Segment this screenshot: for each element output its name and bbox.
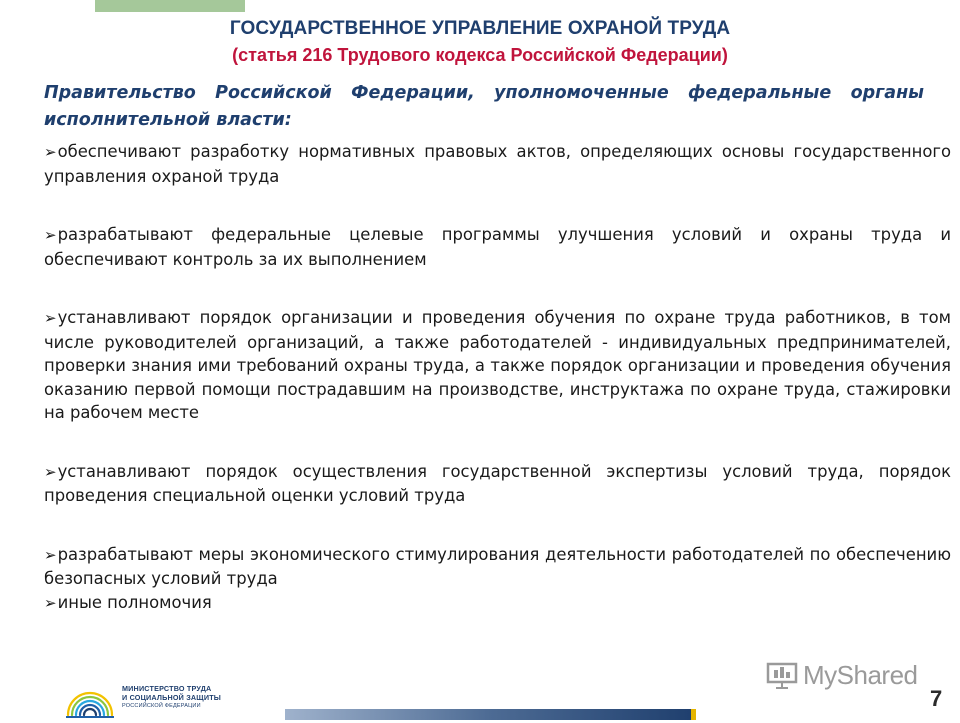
ministry-logo — [62, 683, 282, 720]
list-item — [44, 591, 951, 616]
arrow-bullet-icon: ➢ — [44, 226, 57, 244]
list-item-text: обеспечивают разработку нормативных правовых актов, определяющих основы государственного управления охраной труда — [44, 142, 951, 186]
ministry-name — [122, 685, 221, 711]
ministry-name-line-2: И СОЦИАЛЬНОЙ ЗАЩИТЫ — [122, 692, 222, 702]
watermark — [765, 656, 925, 696]
arrow-bullet-icon: ➢ — [44, 143, 57, 161]
ministry-name-line-3: РОССИЙСКОЙ ФЕДЕРАЦИИ — [122, 703, 201, 709]
arrow-bullet-icon: ➢ — [44, 545, 57, 564]
list-item-text: разрабатывают меры экономического стимулирования деятельности работодателей по обеспечению безопасных условий труда — [44, 544, 951, 588]
list-item-text: разрабатывают федеральные целевые программы улучшения условий и охраны труда и обеспечивают контроль за их выполнением — [44, 225, 951, 269]
ministry-name-line-1: МИНИСТЕРСТВО ТРУДА — [122, 684, 212, 693]
page-title: ГОСУДАРСТВЕННОЕ УПРАВЛЕНИЕ ОХРАНОЙ ТРУДА — [229, 18, 731, 39]
list-item — [44, 223, 951, 271]
arrow-bullet-icon: ➢ — [44, 593, 57, 612]
ministry-emblem-icon — [62, 683, 118, 719]
list-item-text: устанавливают порядок осуществления государственной экспертизы условий труда, порядок проведения специальной оценки условий труда — [44, 461, 951, 505]
list-item — [44, 460, 951, 508]
arrow-bullet-icon: ➢ — [44, 462, 57, 481]
watermark-text: MyShared — [803, 660, 918, 690]
intro-line-1: Правительство Российской Федерации, уполномоченные федеральные органы — [44, 83, 924, 103]
arrow-bullet-icon: ➢ — [44, 309, 57, 327]
bullet-list — [44, 140, 951, 615]
footer-bar-accent — [691, 709, 696, 720]
top-accent-bar — [95, 0, 245, 12]
list-item — [44, 306, 951, 425]
list-item-text: устанавливают порядок организации и проведения обучения по охране труда работников, в том числе руководителей организаций, а также работодателей - индивидуальных предпринимателей, проверки знания ими требований охраны труда, а также порядок организации и проведения обучения оказанию первой помощи пострадавшим на производстве, инструктажа по охране труда, стажировки на рабочем месте — [44, 308, 951, 422]
footer-gradient-bar — [285, 709, 695, 720]
intro-paragraph — [44, 80, 924, 134]
presentation-icon — [765, 656, 799, 690]
page-number: 7 — [930, 686, 943, 711]
list-item-text: иные полномочия — [57, 592, 212, 612]
page-subtitle: (статья 216 Трудового кодекса Российской Федерации) — [232, 45, 728, 65]
list-item — [44, 140, 951, 188]
list-item — [44, 543, 951, 591]
intro-line-2: исполнительной власти: — [44, 110, 292, 130]
